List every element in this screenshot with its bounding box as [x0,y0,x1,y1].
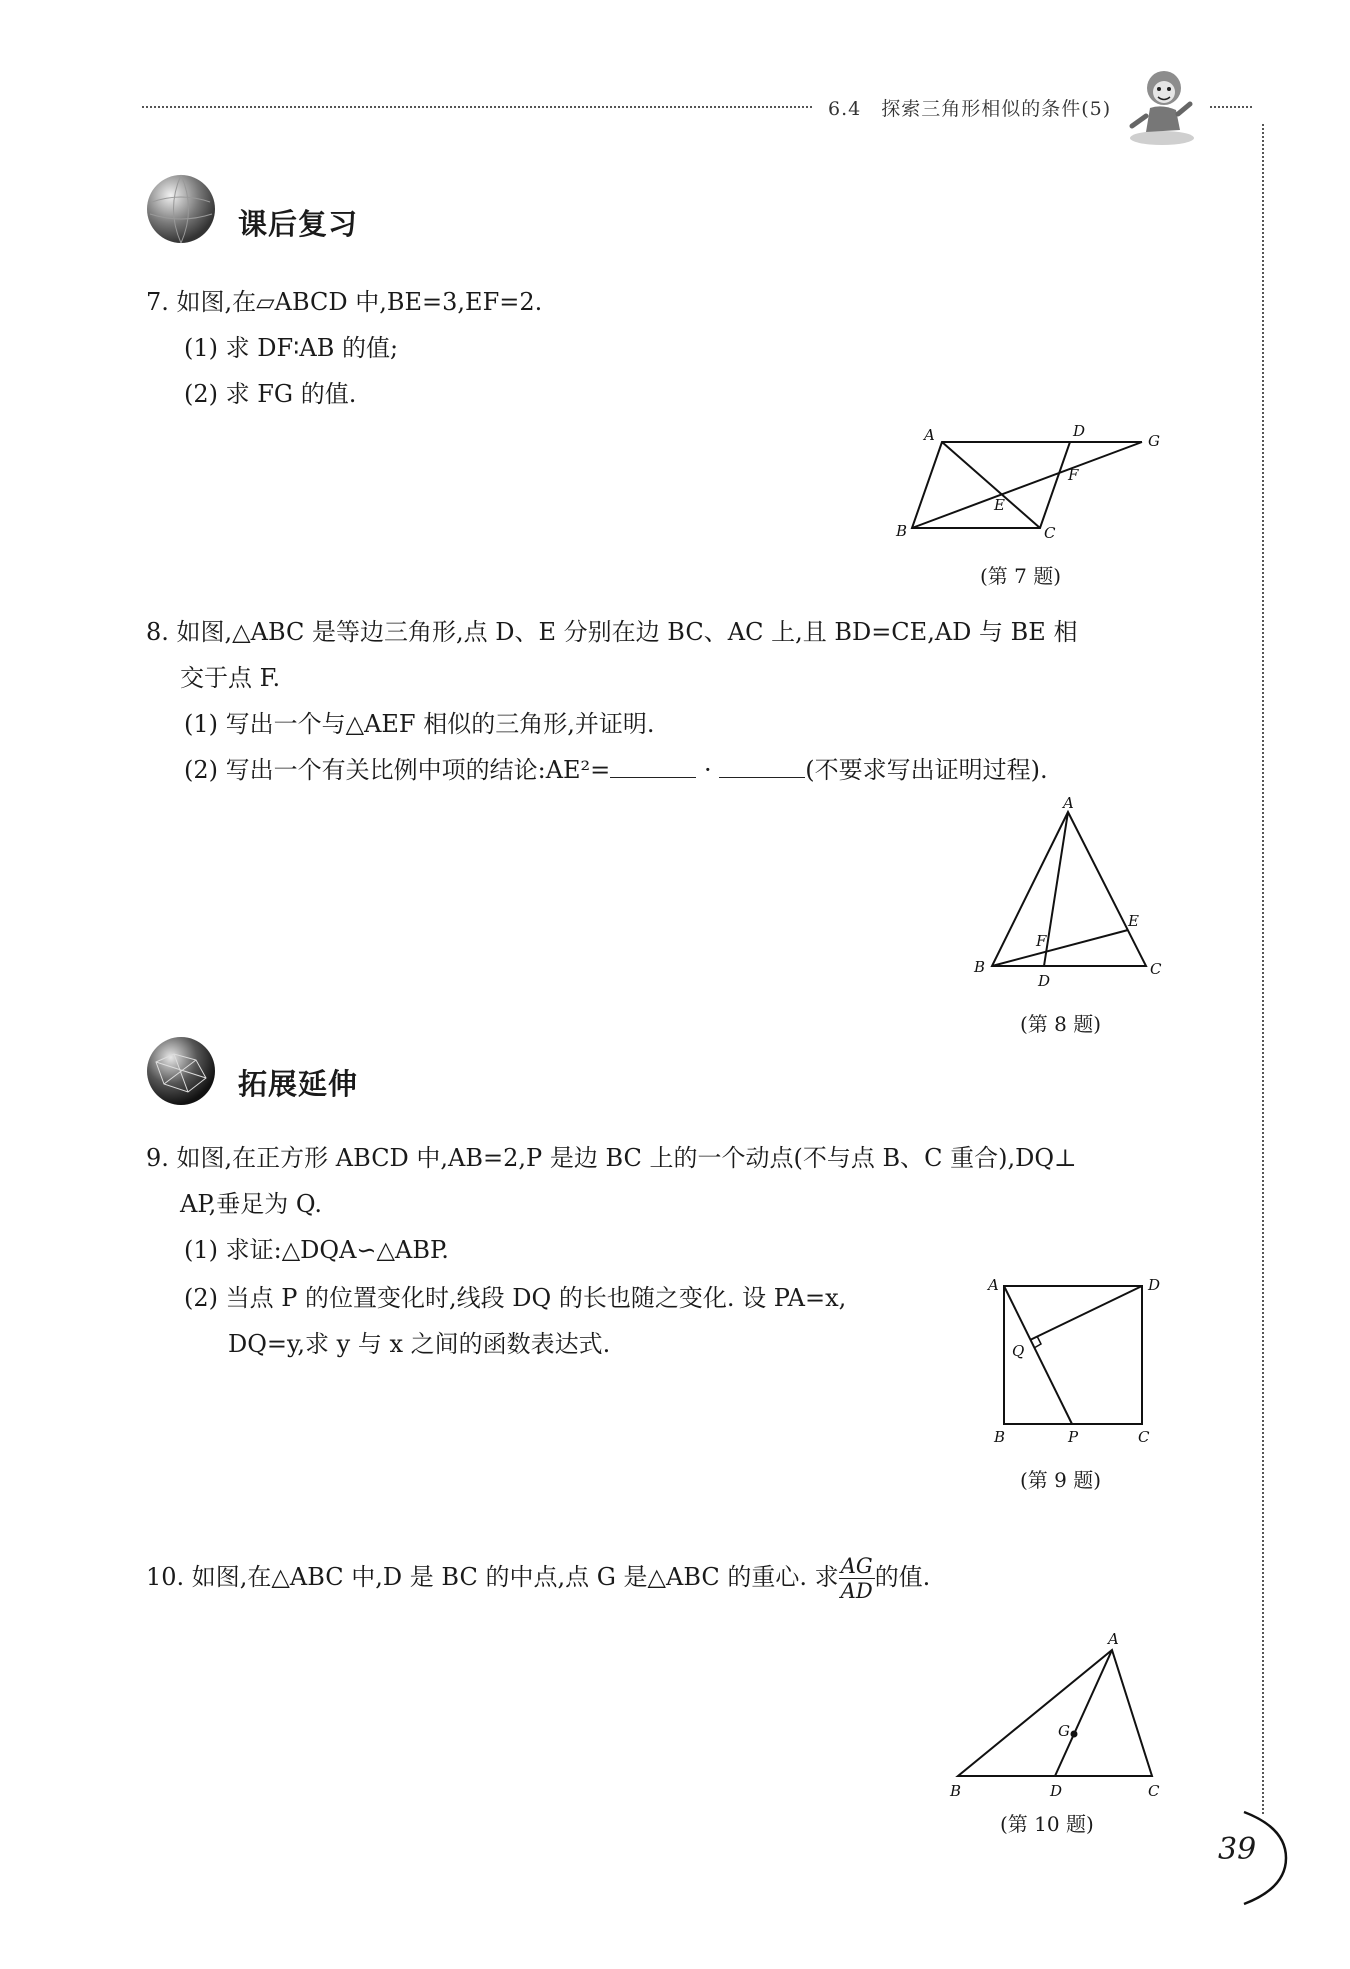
globe-icon [144,172,218,246]
q8-part2-dot: · [703,756,712,784]
q9-line2: AP,垂足为 Q. [180,1190,322,1218]
header-dotted-line-right [1210,106,1252,108]
header-title: 6.4 探索三角形相似的条件(5) [828,98,1112,120]
header-dotted-line [142,106,812,108]
section-title-review: 课后复习 [238,207,359,241]
q7-line1: 7. 如图,在▱ABCD 中,BE=3,EF=2. [146,288,543,316]
q9-part1: (1) 求证:△DQA∽△ABP. [184,1236,449,1264]
q10-fraction-numerator: AG [839,1554,875,1579]
q9-label-C: C [1138,1428,1150,1446]
q7-part1: (1) 求 DF∶AB 的值; [184,334,399,362]
q8-part2-suffix: (不要求写出证明过程). [805,756,1048,784]
q8-blank-1[interactable] [610,759,696,778]
q10-text-suffix: 的值. [874,1563,931,1591]
q9-label-B: B [994,1428,1006,1446]
q10-label-D: D [1050,1782,1063,1800]
q10-label-G: G [1058,1722,1070,1740]
q8-label-F: F [1036,932,1047,950]
q7-part2: (2) 求 FG 的值. [184,380,357,408]
q8-line2: 交于点 F. [180,664,281,692]
q8-part2-prefix: (2) 写出一个有关比例中项的结论:AE²= [184,756,611,784]
q8-line1: 8. 如图,△ABC 是等边三角形,点 D、E 分别在边 BC、AC 上,且 BD=CE,AD 与 BE 相 [146,618,1078,646]
q10-text-prefix: 10. 如图,在△ABC 中,D 是 BC 的中点,点 G 是△ABC 的重心. 求 [146,1563,839,1591]
q9-caption: (第 9 题) [1020,1468,1102,1492]
q7-label-B: B [896,522,908,540]
q9-figure [980,1272,1180,1452]
page-number: 39 [1218,1832,1257,1867]
q7-label-E: E [994,496,1005,514]
q9-line1: 9. 如图,在正方形 ABCD 中,AB=2,P 是边 BC 上的一个动点(不与点 B、C 重合),DQ⊥ [146,1144,1077,1172]
q10-caption: (第 10 题) [1000,1812,1094,1836]
q8-blank-2[interactable] [719,759,805,778]
q10-fraction [839,1554,875,1603]
section-title-extension: 拓展延伸 [238,1067,359,1101]
q7-label-A: A [924,426,935,444]
q10-label-C: C [1148,1782,1160,1800]
q7-label-D: D [1073,422,1086,440]
mascot-icon [1122,60,1202,150]
q7-label-G: G [1148,432,1160,450]
q10-label-B: B [950,1782,962,1800]
q8-label-A: A [1063,796,1074,812]
q8-figure [960,796,1180,996]
q7-label-C: C [1044,524,1056,542]
q8-label-E: E [1128,912,1139,930]
q8-part2 [184,750,1048,785]
q7-label-F: F [1068,466,1079,484]
q9-label-Q: Q [1012,1342,1025,1360]
q9-part2b: DQ=y,求 y 与 x 之间的函数表达式. [228,1330,611,1358]
page-side-dotted-line [1262,124,1264,1814]
q7-caption: (第 7 题) [980,564,1062,588]
q8-part1: (1) 写出一个与△AEF 相似的三角形,并证明. [184,710,655,738]
q10-label-A: A [1108,1630,1119,1648]
q10-figure [940,1628,1180,1808]
q8-label-B: B [974,958,986,976]
q8-label-C: C [1150,960,1162,978]
q10-fraction-denominator: AD [840,1579,873,1603]
q9-part2a: (2) 当点 P 的位置变化时,线段 DQ 的长也随之变化. 设 PA=x, [184,1284,847,1312]
q9-label-A: A [988,1276,999,1294]
q7-figure [890,422,1180,542]
network-globe-icon [144,1034,218,1108]
q8-caption: (第 8 题) [1020,1012,1102,1036]
q9-label-D: D [1148,1276,1161,1294]
q8-label-D: D [1038,972,1051,990]
q10-line [146,1554,930,1603]
q9-label-P: P [1068,1428,1079,1446]
